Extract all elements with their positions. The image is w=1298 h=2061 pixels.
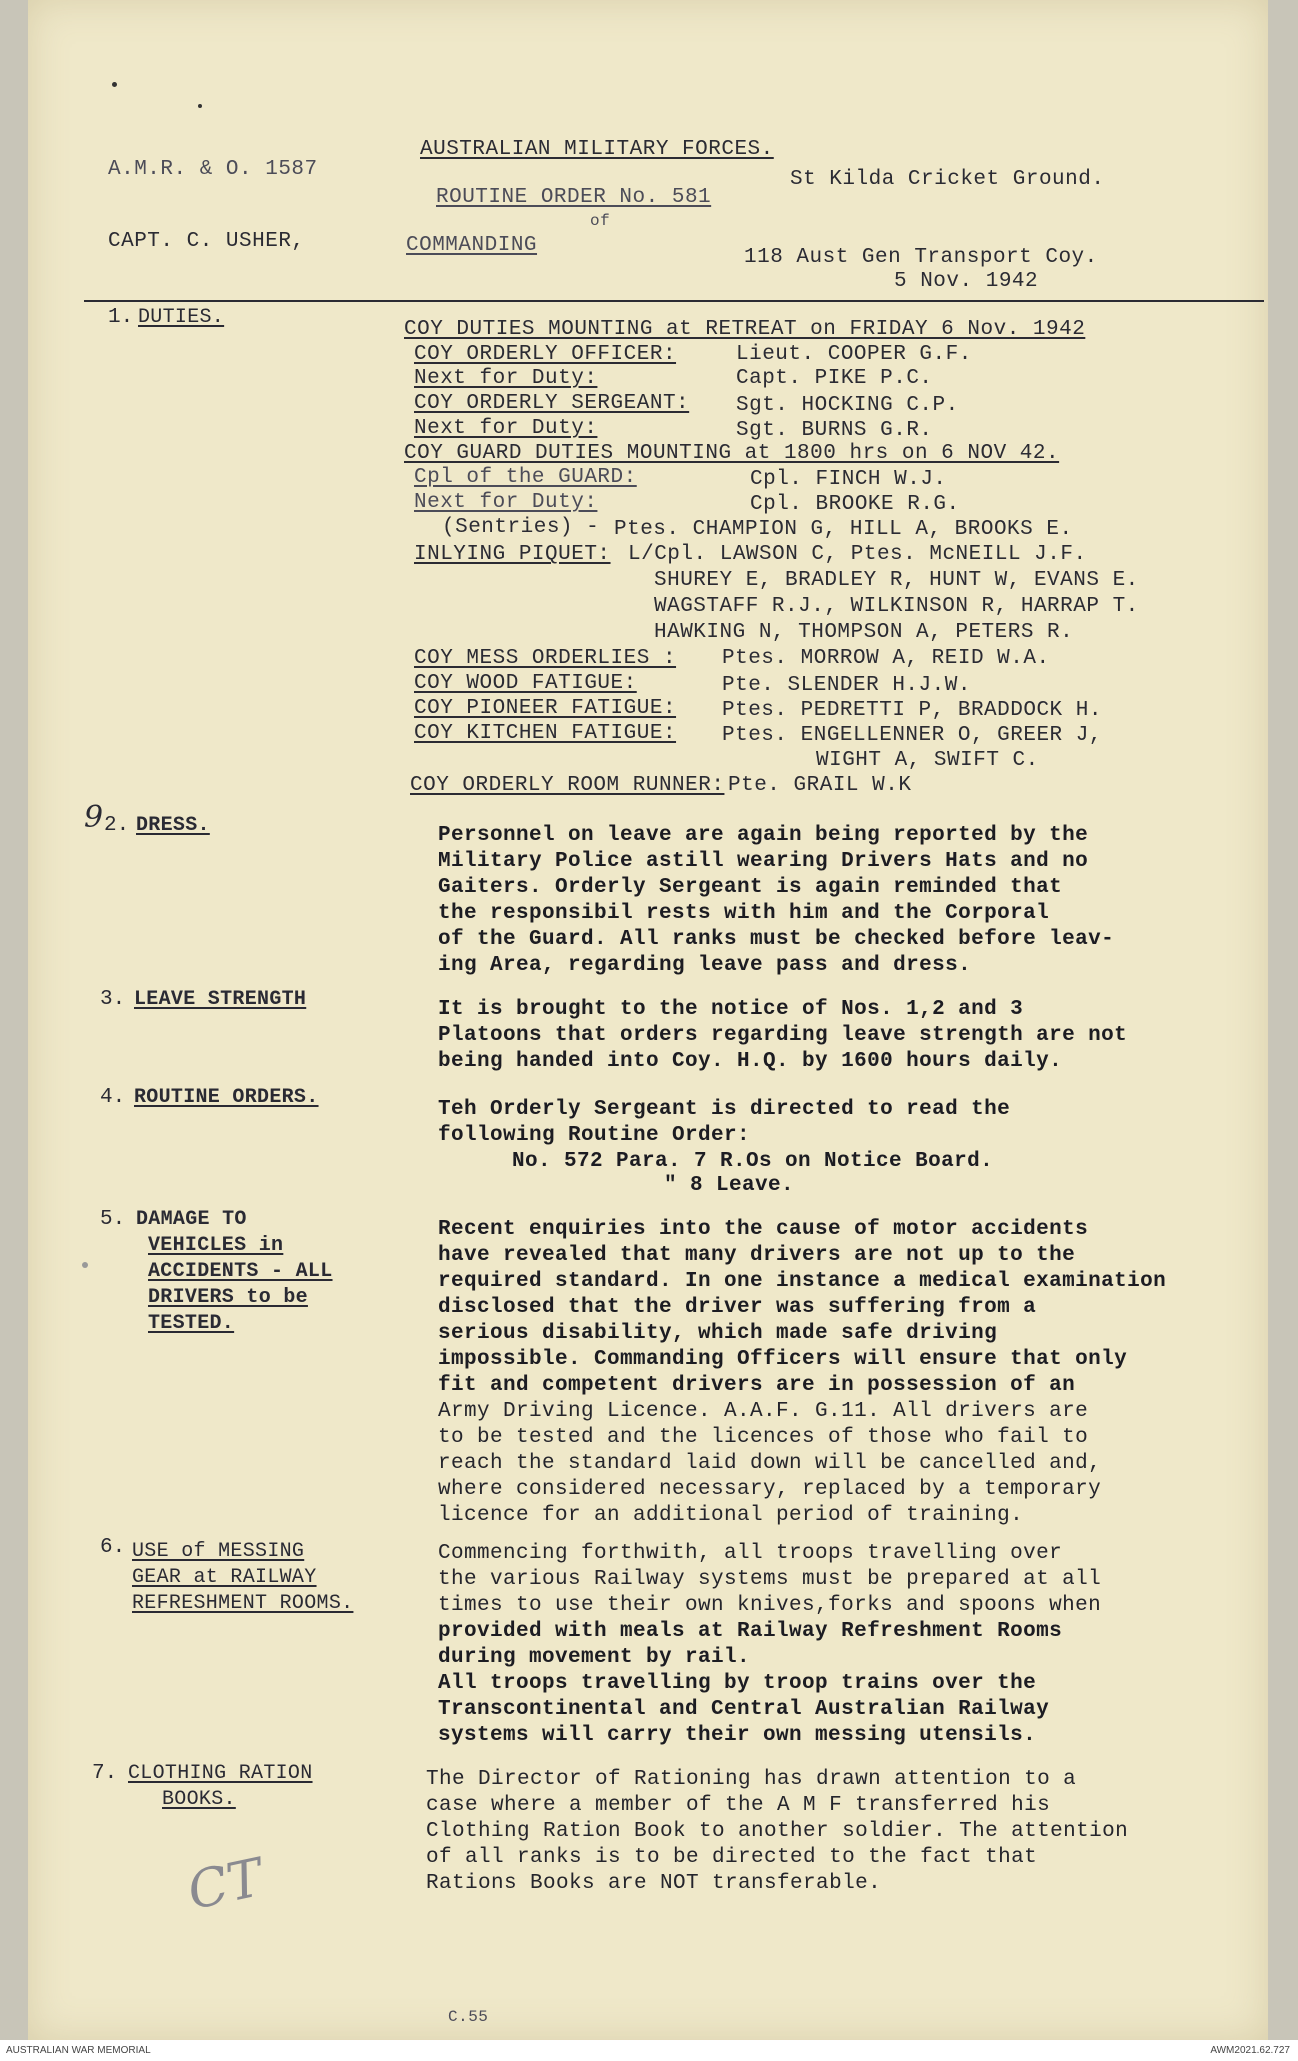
damage-line: reach the standard laid down will be cancelled and,: [438, 1452, 1102, 1475]
damage-line: impossible. Commanding Officers will ensure that only: [438, 1348, 1128, 1371]
messing-line: Transcontinental and Central Australian Railway: [438, 1698, 1050, 1721]
fatigue-name: Ptes. ENGELLENNER O, GREER J,: [722, 724, 1102, 747]
leave-line: Platoons that orders regarding leave strength are not: [438, 1024, 1128, 1047]
damage-line: to be tested and the licences of those who fail to: [438, 1426, 1089, 1449]
ink-speck: [198, 104, 202, 108]
unit-name: 118 Aust Gen Transport Coy.: [744, 246, 1098, 269]
duty-role: COY ORDERLY SERGEANT:: [414, 392, 690, 415]
handwritten-mark: 9: [84, 800, 104, 835]
guard-name: Cpl. BROOKE R.G.: [750, 493, 960, 516]
messing-line: times to use their own knives,forks and spoons when: [438, 1594, 1102, 1617]
messing-line: the various Railway systems must be prepared at all: [438, 1568, 1102, 1591]
fatigue-name: Pte. SLENDER H.J.W.: [722, 674, 971, 697]
clothing-line: case where a member of the A M F transferred his: [426, 1794, 1051, 1817]
routine-item: " 8 Leave.: [664, 1174, 795, 1197]
fatigue-role: COY PIONEER FATIGUE:: [414, 697, 677, 720]
clothing-line: The Director of Rationing has drawn attention to a: [426, 1768, 1077, 1791]
dress-line: the responsibil rests with him and the Corporal: [438, 902, 1050, 925]
damage-line: serious disability, which made safe driving: [438, 1322, 998, 1345]
section-title-duties: DUTIES.: [138, 306, 225, 329]
piquet-line: WAGSTAFF R.J., WILKINSON R, HARRAP T.: [654, 595, 1139, 618]
runner-role: COY ORDERLY ROOM RUNNER:: [410, 774, 725, 797]
guard-name: Cpl. FINCH W.J.: [750, 468, 947, 491]
section-title-messing-line: GEAR at RAILWAY: [132, 1566, 317, 1589]
guard-role: Next for Duty:: [414, 491, 598, 514]
section-number: 6.: [100, 1536, 126, 1559]
piquet-line: SHUREY E, BRADLEY R, HUNT W, EVANS E.: [654, 569, 1139, 592]
section-title-messing-line: REFRESHMENT ROOMS.: [132, 1592, 354, 1615]
sentries-names: Ptes. CHAMPION G, HILL A, BROOKS E.: [614, 518, 1073, 541]
piquet-label: INLYING PIQUET:: [414, 543, 611, 566]
clothing-line: of all ranks is to be directed to the fact that: [426, 1846, 1038, 1869]
dress-line: Personnel on leave are again being reported by the: [438, 824, 1089, 847]
section-title-dress: DRESS.: [136, 814, 210, 837]
damage-line: where considered necessary, replaced by a temporary: [438, 1478, 1102, 1501]
section-number: 7.: [92, 1762, 118, 1785]
fatigue-name: Ptes. MORROW A, REID W.A.: [722, 647, 1050, 670]
messing-line: systems will carry their own messing utensils.: [438, 1724, 1037, 1747]
sentries-label: (Sentries) -: [442, 516, 600, 539]
fatigue-role: COY WOOD FATIGUE:: [414, 672, 637, 695]
officer-name: CAPT. C. USHER,: [108, 230, 305, 253]
archive-footer: [0, 2040, 1298, 2061]
routine-line: following Routine Order:: [438, 1124, 751, 1147]
guard-role: Cpl of the GUARD:: [414, 466, 637, 489]
header-divider: [84, 300, 1264, 302]
dress-line: of the Guard. All ranks must be checked before leav-: [438, 928, 1115, 951]
messing-line: during movement by rail.: [438, 1646, 751, 1669]
fatigue-name-cont: WIGHT A, SWIFT C.: [816, 749, 1039, 772]
section-title-clothing-line: CLOTHING RATION: [128, 1762, 313, 1785]
piquet-line: HAWKING N, THOMPSON A, PETERS R.: [654, 621, 1074, 644]
messing-line: All troops travelling by troop trains over the: [438, 1672, 1037, 1695]
damage-line: Army Driving Licence. A.A.F. G.11. All drivers are: [438, 1400, 1089, 1423]
routine-line: Teh Orderly Sergeant is directed to read the: [438, 1098, 1011, 1121]
leave-line: It is brought to the notice of Nos. 1,2 and 3: [438, 998, 1024, 1021]
dress-line: Military Police astill wearing Drivers Hats and no: [438, 850, 1089, 873]
clothing-line: Rations Books are NOT transferable.: [426, 1872, 882, 1895]
runner-name: Pte. GRAIL W.K: [728, 774, 912, 797]
damage-line: licence for an additional period of training.: [438, 1504, 1024, 1527]
damage-line: required standard. In one instance a medical examination: [438, 1270, 1167, 1293]
document-date: 5 Nov. 1942: [894, 270, 1039, 293]
damage-line: disclosed that the driver was suffering from a: [438, 1296, 1037, 1319]
section-title-clothing-line: BOOKS.: [162, 1788, 236, 1811]
document-reference: A.M.R. & O. 1587: [108, 158, 318, 181]
fatigue-role: COY MESS ORDERLIES :: [414, 647, 677, 670]
duty-name: Sgt. BURNS G.R.: [736, 419, 933, 442]
document-page: [28, 0, 1268, 2040]
ink-speck: [112, 82, 117, 87]
duty-name: Lieut. COOPER G.F.: [736, 343, 972, 366]
piquet-line: L/Cpl. LAWSON C, Ptes. McNEILL J.F.: [628, 543, 1087, 566]
leave-line: being handed into Coy. H.Q. by 1600 hours daily.: [438, 1050, 1063, 1073]
duties-mounting: COY DUTIES MOUNTING at RETREAT on FRIDAY 6 Nov. 1942: [404, 318, 1086, 341]
section-title-damage-line: DAMAGE TO: [136, 1208, 247, 1231]
messing-line: Commencing forthwith, all troops travelling over: [438, 1542, 1063, 1565]
section-title-damage-line: VEHICLES in: [148, 1234, 284, 1257]
section-title-damage-line: ACCIDENTS - ALL: [148, 1260, 333, 1283]
guard-mounting: COY GUARD DUTIES MOUNTING at 1800 hrs on 6 NOV 42.: [404, 442, 1060, 465]
clothing-line: Clothing Ration Book to another soldier. The attention: [426, 1820, 1129, 1843]
section-title-routine: ROUTINE ORDERS.: [134, 1086, 319, 1109]
ink-speck: [82, 1262, 88, 1268]
fatigue-role: COY KITCHEN FATIGUE:: [414, 722, 677, 745]
section-number: 2.: [104, 814, 130, 837]
handwritten-initials: CT: [182, 1847, 268, 1923]
order-of: of: [590, 212, 611, 230]
damage-line: fit and competent drivers are in possession of an: [438, 1374, 1076, 1397]
duty-name: Sgt. HOCKING C.P.: [736, 394, 959, 417]
location: St Kilda Cricket Ground.: [790, 168, 1105, 191]
section-title-damage-line: DRIVERS to be: [148, 1286, 308, 1309]
section-title-messing-line: USE of MESSING: [132, 1540, 305, 1563]
routine-item: No. 572 Para. 7 R.Os on Notice Board.: [512, 1150, 994, 1173]
duty-role: Next for Duty:: [414, 367, 598, 390]
duty-name: Capt. PIKE P.C.: [736, 367, 933, 390]
dress-line: Gaiters. Orderly Sergeant is again reminded that: [438, 876, 1063, 899]
organisation-title: AUSTRALIAN MILITARY FORCES.: [420, 138, 774, 161]
archive-name: AUSTRALIAN WAR MEMORIAL: [6, 2045, 151, 2056]
archive-id: AWM2021.62.727: [1210, 2045, 1290, 2056]
fatigue-name: Ptes. PEDRETTI P, BRADDOCK H.: [722, 699, 1102, 722]
section-number: 1.: [108, 306, 134, 329]
section-number: 3.: [100, 988, 126, 1011]
section-number: 5.: [100, 1208, 126, 1231]
messing-line: provided with meals at Railway Refreshment Rooms: [438, 1620, 1063, 1643]
damage-line: have revealed that many drivers are not up to the: [438, 1244, 1076, 1267]
commanding-label: COMMANDING: [406, 234, 538, 257]
dress-line: ing Area, regarding leave pass and dress.: [438, 954, 972, 977]
section-title-leave: LEAVE STRENGTH: [134, 988, 307, 1011]
duty-role: Next for Duty:: [414, 417, 598, 440]
page-foot: C.55: [448, 2008, 489, 2026]
damage-line: Recent enquiries into the cause of motor accidents: [438, 1218, 1089, 1241]
routine-order-number: ROUTINE ORDER No. 581: [436, 186, 712, 209]
section-title-damage-line: TESTED.: [148, 1312, 235, 1335]
duty-role: COY ORDERLY OFFICER:: [414, 343, 677, 366]
section-number: 4.: [100, 1086, 126, 1109]
